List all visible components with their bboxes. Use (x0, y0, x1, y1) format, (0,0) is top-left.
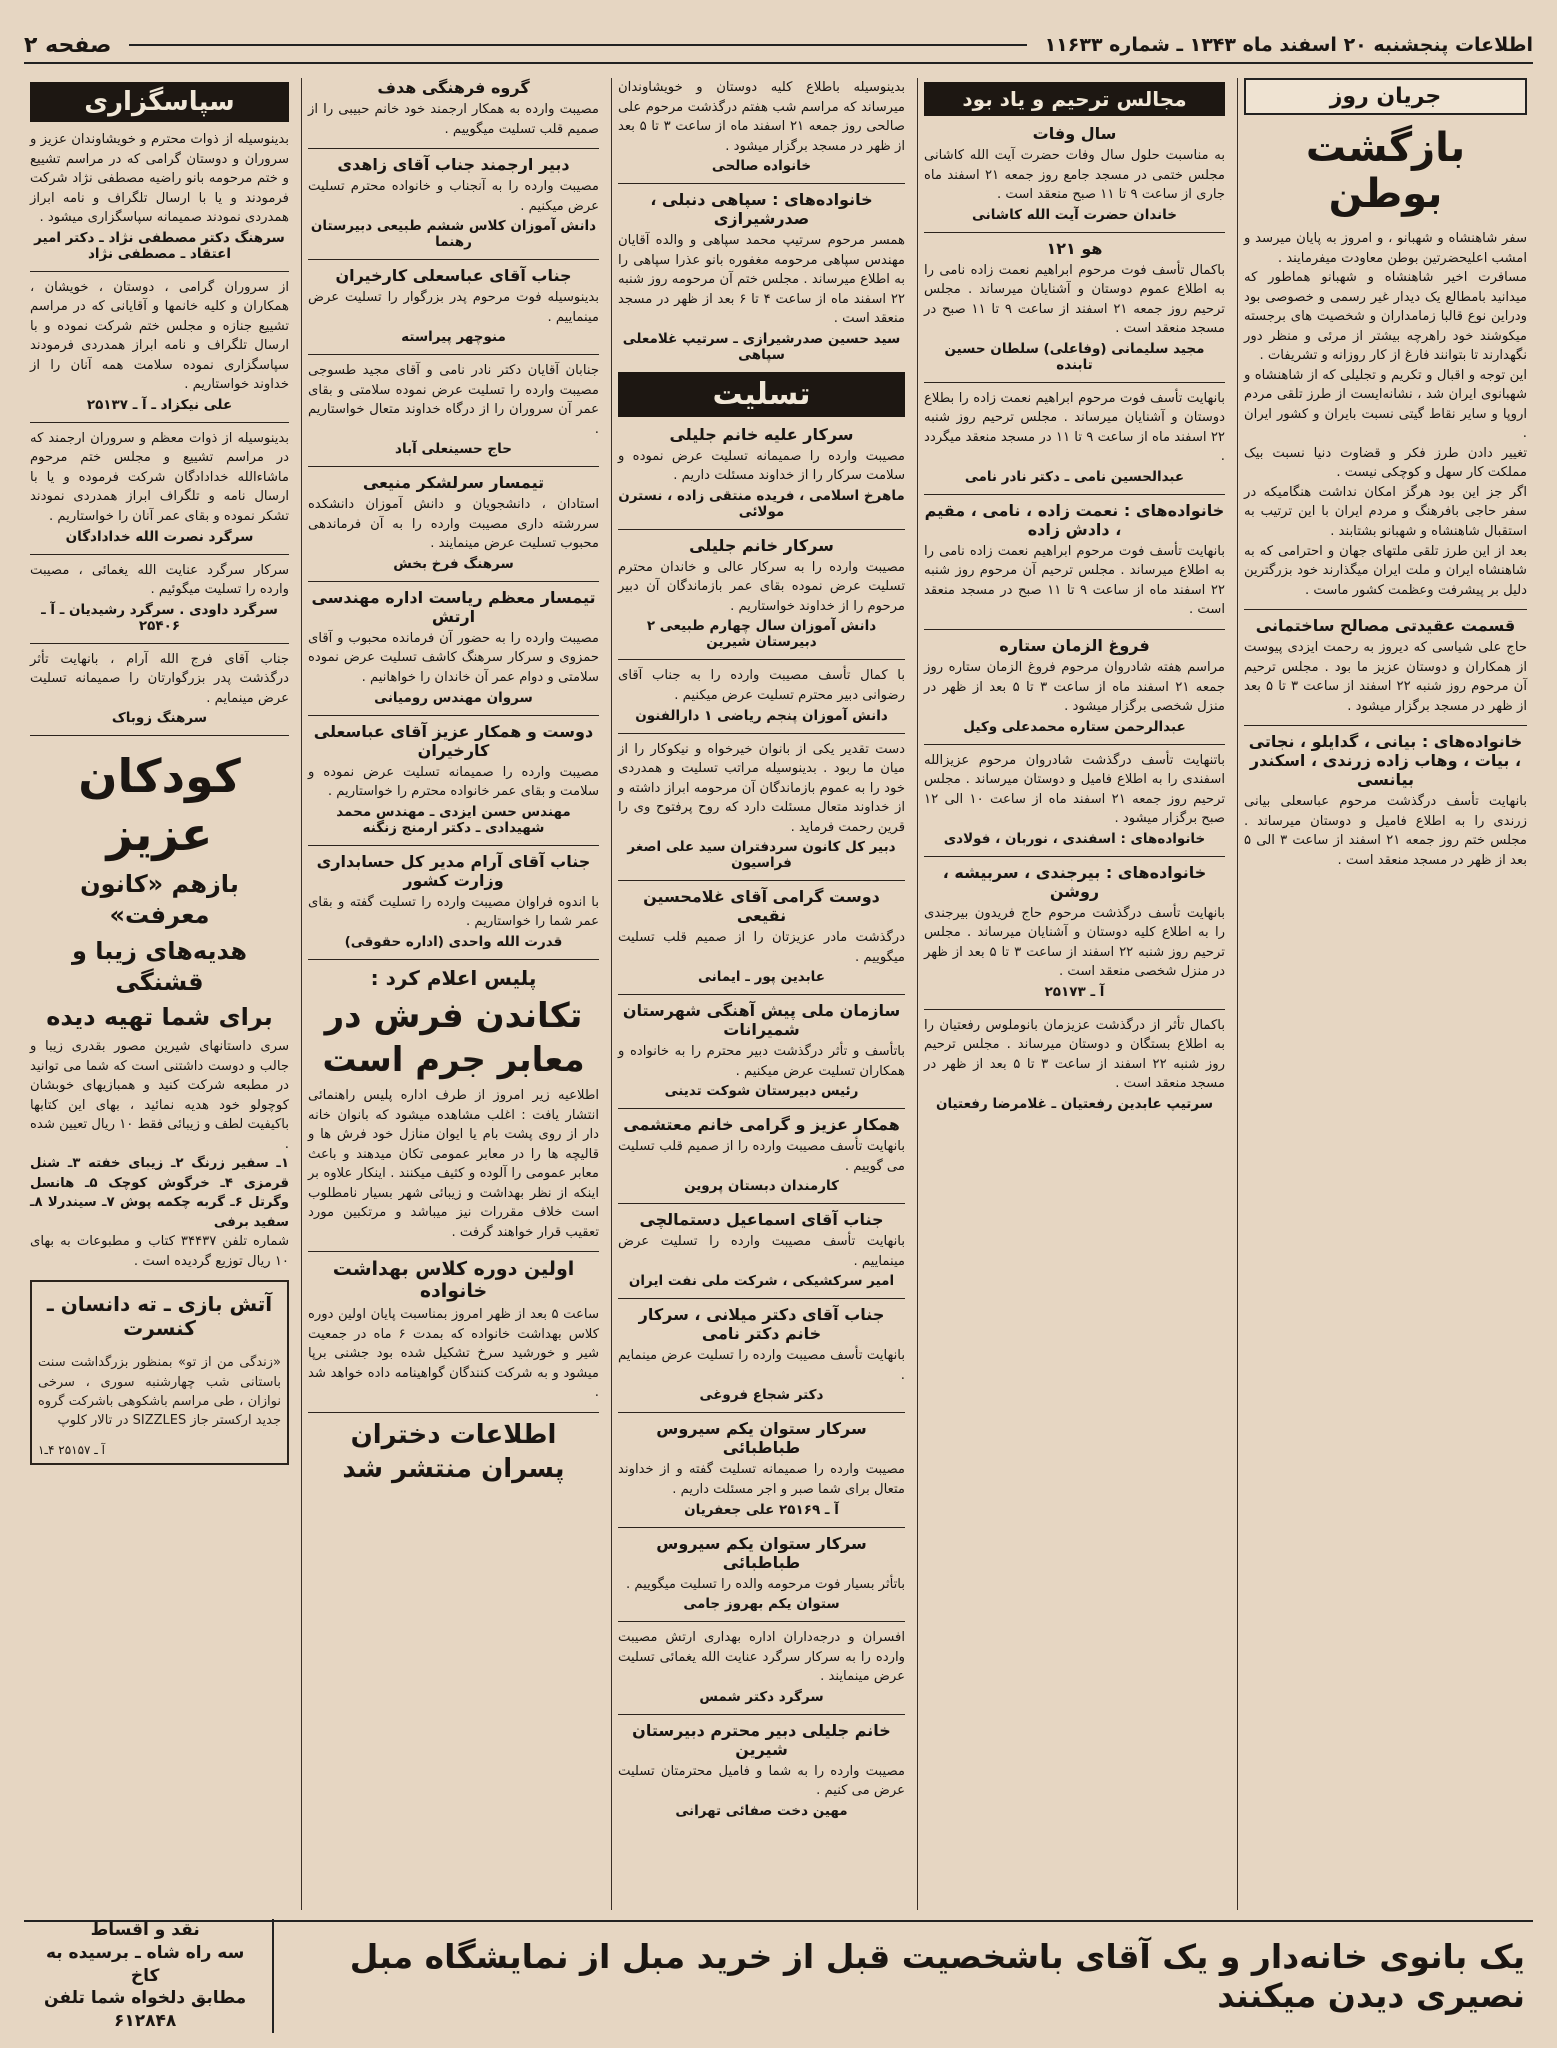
notice-block (308, 852, 599, 950)
notice-text: مصیبت وارده را صمیمانه تسلیت عرض نموده و سلامت و بقای عمر خانواده محترم را خواستاریم . (308, 764, 599, 800)
memorial-list (924, 124, 1225, 1112)
divider (30, 554, 289, 555)
notice-title: سرکار ستوان یکم سیروس طباطبائی (656, 1533, 867, 1572)
notice-signature: عبدالرحمن ستاره محمدعلی وکیل (963, 718, 1186, 735)
notice-block (618, 1419, 905, 1517)
notice-title: دوست گرامی آقای غلامحسین نقیعی (643, 887, 880, 926)
notice-text: بدینوسیله باطلاع کلیه دوستان و خویشاوندان میرساند که مراسم شب هفتم درگذشت مرحوم علی صالحی روز جمعه ۲۱ اسفند ماه از ساعت ۳ تا ۵ بعد از ظهر در مسجد برگزار میشود . (618, 80, 906, 154)
notice-title: جناب آقای دکتر میلانی ، سرکار خانم دکتر نامی (638, 1305, 885, 1344)
notice-signature: خانواده صالحی (711, 158, 812, 175)
notice-title: خانم جلیلی دبیر محترم دبیرستان شیرین (632, 1720, 891, 1759)
divider (618, 733, 905, 734)
divider (924, 494, 1225, 495)
notice-title: سرکار خانم جلیلی (689, 535, 834, 555)
notice-text: بدینوسیله از ذوات معظم و سروران ارجمند که در مراسم تشییع و مجلس ختم مرحوم ماشاءالله خدادادگان شرکت فرموده و یا با ارسال نامه و تلگراف ابراز همدردی نمودند تشکر نموده و بقای عمر آنان را خواستاریم . (30, 430, 289, 524)
thanks-list (30, 130, 289, 726)
concert-title: آتش بازی ـ ته دانسان ـ کنسرت (46, 1292, 273, 1341)
divider (924, 382, 1225, 383)
girls-boys-headline: اطلاعات دختران پسران منتشر شد (342, 1419, 565, 1484)
notice-block (924, 636, 1225, 735)
notice-text: حاج علی شیاسی که دیروز به رحمت ایزدی پیوست از همکاران و دوستان عزیز ما بود . مجلس ترحیم آن مرحوم روز شنبه ۲۲ اسفند از ساعت ۳ تا ۵ بعد از ظهر در مسجد برگزار میشود . (1244, 640, 1527, 714)
notice-text: درگذشت مادر عزیزتان را از صمیم قلب تسلیت میگوییم . (618, 930, 905, 965)
notice-text: بدینوسیله از ذوات محترم و خویشاوندان عزیز و سروران و دوستان گرامی که در مراسم تشییع و ختم مرحومه بانو راضیه مصطفی نژاد شرکت فرمودند و یا با ارسال تلگراف و نامه ابراز همدردی نمودند صمیمانه سپاسگزاری میشود . (30, 132, 289, 226)
notice-block (30, 429, 289, 545)
notice-text: باکمال تأسف فوت مرحوم ابراهیم نعمت زاده نامی را به اطلاع عموم دوستان و آشنایان میرساند . مجلس ترحیم روز جمعه ۲۱ اسفند از ساعت ۹ تا ۱۱ صبح در مسجد منعقد است . (924, 262, 1225, 337)
notice-text: بانهایت تأسف درگذشت مرحوم عباسعلی بیانی زرندی را به اطلاع فامیل و دوستان میرساند . مجلس ختم روز جمعه ۲۱ اسفند از ساعت ۳ الی ۵ بعد از ظهر در مسجد منعقد است . (1244, 794, 1527, 868)
divider (308, 715, 599, 716)
notice-signature: سرگرد داودی . سرگرد رشیدیان ـ آ ـ ۲۵۴۰۶ (41, 601, 278, 634)
notice-block (618, 666, 905, 723)
furniture-ad-line: نقد و اقساط (90, 1919, 200, 1940)
article-body (1244, 229, 1527, 600)
ad-title: کودکان عزیز (78, 749, 241, 861)
notice-block (30, 650, 289, 727)
notice-text: باکمال تأثر از درگذشت عزیزمان بانوملوس رفعتیان را به اطلاع بستگان و دوستان میرساند . مجلس ترحیم روز شنبه ۲۲ اسفند از ساعت ۳ تا ۵ بعد از ظهر در مسجد منعقد است . (924, 1017, 1225, 1092)
notice-title: همکار عزیز و گرامی خانم معتشمی (623, 1115, 900, 1135)
notice-title: جناب آقای اسماعیل دستمالچی (639, 1210, 884, 1230)
notice-title: گروه فرهنگی هدف (377, 78, 530, 97)
notice-text: بدینوسیله فوت مرحوم پدر بزرگوار را تسلیت عرض مینماییم . (308, 290, 599, 325)
notice-text: بانهایت تأسف مصیبت وارده را تسلیت عرض مینماییم . (618, 1234, 905, 1269)
notice-block (618, 1628, 905, 1705)
column-condolences (611, 78, 911, 1910)
notice-title: جناب آقای آرام مدیر کل حسابداری وزارت کشور (316, 851, 591, 890)
ad-subtitle: برای شما تهیه دیده (46, 1002, 273, 1031)
notice-title: سرکار ستوان یکم سیروس طباطبائی (656, 1419, 867, 1458)
notice-title: تیمسار سرلشکر منیعی (362, 473, 545, 493)
kanoon-marefat-ad (30, 748, 289, 1271)
divider (618, 1412, 905, 1413)
section-title-current-events: جریان روز (1244, 78, 1527, 115)
divider (618, 183, 905, 184)
notice-signature: قدرت الله واحدی (اداره حقوقی) (344, 933, 563, 950)
masthead-info: اطلاعات پنجشنبه ۲۰ اسفند ماه ۱۳۴۳ ـ شماره ۱۱۶۳۳ (1044, 34, 1533, 56)
ad-book-list: ۱ـ سفیر زرنگ ۲ـ زیبای خفته ۳ـ شنل قرمزی ۴ـ خرگوش کوچک ۵ـ هانسل وگرتل ۶ـ گربه چکمه پوش ۷ـ سیندرلا ۸ـ سفید برفی (30, 1156, 290, 1230)
notice-block (30, 278, 289, 413)
furniture-ad (24, 1920, 1533, 2030)
notice-signature: آ ـ ۲۵۱۶۹ علی جعفریان (684, 1501, 839, 1518)
divider (308, 581, 599, 582)
divider (1244, 725, 1527, 726)
divider (618, 1298, 905, 1299)
divider (618, 529, 905, 530)
notice-text: مصیبت وارده به همکار ارجمند خود خانم حبیبی را از صمیم قلب تسلیت میگوییم . (308, 102, 599, 137)
divider (924, 1009, 1225, 1010)
notice-signature: منوچهر پیراسته (401, 329, 506, 346)
divider (308, 466, 599, 467)
divider (618, 1203, 905, 1204)
notice-text: با کمال تأسف مصیبت وارده را به جناب آقای رضوانی دبیر محترم تسلیت عرض میکنیم . (618, 668, 905, 703)
divider (30, 271, 289, 272)
notice-text: بانهایت تأسف مصیبت وارده را تسلیت عرض مینمایم . (618, 1348, 905, 1383)
divider (924, 744, 1225, 745)
page-number: صفحه ۲ (24, 32, 112, 58)
article-paragraph: اگر جز این بود هرگز امکان نداشت هنگامیکه در سفر حاجی بافرهنگ و مردم ایران با این ترتیب به استقبال شاهنشاه و شهبانو بشتابند . (1244, 484, 1527, 539)
notice-signature: دانش آموزان سال چهارم طبیعی ۲ دبیرستان شیرین (646, 618, 877, 651)
divider (308, 845, 599, 846)
notice-text: افسران و درجه‌داران اداره بهداری ارتش مصیبت وارده را به سرکار سرگرد عنایت الله یغمائی تسلیت عرض مینمایند . (618, 1630, 905, 1685)
police-headline: تکاندن فرش در معابر جرم است (322, 995, 585, 1080)
notice-text: مصیبت وارده را به حضور آن فرمانده محبوب و آقای حمزوی و سرکار سرهنگ کاشف تسلیت عرض نموده سلامتی و دوام عمر آن خاندان را خواهانیم . (308, 630, 599, 685)
notice-block (618, 536, 905, 651)
notice-title: تیمسار معظم ریاست اداره مهندسی ارتش (311, 587, 596, 626)
notice-text: همسر مرحوم سرتیپ محمد سپاهی و والده آقایان مهندس سپاهی مرحومه مغفوره بانو عذرا سپاهی را به اطلاع میرساند . مجلس ختم آن مرحومه روز شنبه ۲۲ اسفند ماه از ساعت ۴ تا ۶ بعد از ظهر در مسجد منعقد است . (618, 233, 906, 327)
divider (618, 659, 905, 660)
notice-block (308, 266, 599, 345)
divider (618, 1714, 905, 1715)
concert-ad (30, 1280, 289, 1465)
notice-signature: سرگرد دکتر شمس (699, 1688, 824, 1705)
notice-text: باتنهایت تأسف درگذشت شادروان مرحوم عزیزالله اسفندی را به اطلاع فامیل و دوستان میرساند . مجلس ترحیم روز جمعه ۲۱ اسفند ماه از ساعت ۱۰ الی ۱۲ صبح برگزار میشود . (924, 752, 1226, 827)
notice-signature: سرهنگ فرخ بخش (393, 555, 514, 572)
notice-signature: سرگرد نصرت الله خدادادگان (65, 528, 254, 545)
notice-signature: ماهرخ اسلامی ، فریده منتقی زاده ، نسترن مولائی (618, 487, 905, 520)
divider (924, 629, 1225, 630)
notice-title: دوست و همکار عزیز آقای عباسعلی کارخیران (313, 721, 594, 760)
notice-block (30, 561, 289, 634)
notice-signature: دانش آموزان کلاس ششم طبیعی دبیرستان رهنما (310, 218, 597, 251)
headline-return-home: بازگشت بوطن (1305, 125, 1466, 217)
divider (30, 643, 289, 644)
notice-text: مصیبت وارده را صمیمانه تسلیت گفته و از خداوند متعال برای شما صبر و اجر مسئلت داریم . (618, 1462, 905, 1497)
divider (924, 232, 1225, 233)
ad-subtitle: هدیه‌های زیبا و قشنگی (72, 936, 247, 996)
column-notices (301, 78, 605, 1910)
divider (30, 422, 289, 423)
notice-block (618, 887, 905, 985)
banner-memorials: مجالس ترحیم و یاد بود (924, 82, 1225, 116)
health-class-text: ساعت ۵ بعد از ظهر امروز بمناسبت پایان اولین دوره کلاس بهداشت خانواده که بمدت ۶ ماه در جمعیت شیر و خورشید سرخ تشکیل شده بود جشنی برپا میشود و به شرکت کنندگان گواهینامه داده خواهد شد . (308, 1307, 599, 1401)
notice-block (308, 361, 599, 457)
ad-text: سری داستانهای شیرین مصور بقدری زیبا و جالب و دوست داشتنی است که شما می توانید در مطبعه شرکت کنید و همبازیهای خوبشان کوچولو خود هدیه نمائید ، بهای این کتابها باکیفیت لطف و زیبائی فقط ۱۰ ریال تعیین شده . (30, 1039, 289, 1152)
notice-block (618, 78, 905, 174)
notice-text: جنابان آقایان دکتر نادر نامی و آقای مجید طسوجی مصیبت وارده را تسلیت عرض نموده سلامتی و بقای عمر آن سروران را از درگاه خداوند متعال خواستاریم . (308, 363, 599, 437)
notice-block (924, 389, 1225, 485)
notice-signature: سرهنگ دکتر مصطفی نژاد ـ دکتر امیر اعتقاد ـ مصطفی نژاد (34, 229, 285, 262)
concert-text: «زندگی من از تو» بمنظور بزرگداشت سنت باستانی شب چهارشنبه سوری ، سرخی نوازان ، طی مراسم باشکوهی باشرکت گروه جدید ارکستر جاز SIZZLES در تالار کلوپ (38, 1355, 281, 1429)
notice-text: باتأثر بسیار فوت مرحومه والده را تسلیت میگوییم . (625, 1576, 905, 1592)
notice-title: خانواده‌های : بیرجندی ، سربیشه ، روشن (942, 862, 1207, 901)
notice-text: مصیبت وارده را به سرکار عالی و خاندان محترم تسلیت عرض نموده بقای عمر بازماندگان آن دبیر مرحوم را از خداوند خواستاریم . (618, 559, 905, 614)
notice-block (924, 1016, 1225, 1112)
notice-title: سازمان ملی پیش آهنگی شهرستان شمیرانات (622, 1001, 901, 1040)
divider (308, 1251, 599, 1252)
notice-text: بانهایت تأسف فوت مرحوم ابراهیم نعمت زاده نامی را به اطلاع میرساند . مجلس ترحیم آن مرحوم روز شنبه ۲۲ اسفند ماه از ساعت ۹ تا ۱۱ صبح در مسجد منعقد است . (924, 543, 1225, 618)
notice-block (924, 239, 1225, 373)
notice-block (618, 425, 905, 520)
notice-text: سرکار سرگرد عنایت الله یغمائی ، مصیبت وارده را تسلیت میگوئیم . (30, 562, 289, 598)
notice-signature: مجید سلیمانی (وفاعلی) سلطان حسین تابنده (944, 340, 1205, 373)
notice-signature: دبیر کل کانون سردفتران سید علی اصغر فراسیون (627, 839, 896, 872)
ad-subtitle: بازهم «کانون معرفت» (80, 870, 239, 930)
notice-signature: عابدین پور ـ ایمانی (698, 969, 825, 986)
divider (30, 735, 289, 736)
notice-block (30, 130, 289, 262)
divider (308, 1412, 599, 1413)
notice-text: مصیبت وارده را به آنجناب و خانواده محترم تسلیت عرض میکنیم . (308, 179, 599, 214)
notice-title: هو ۱۲۱ (1046, 238, 1103, 258)
notice-block (618, 1001, 905, 1099)
notice-signature: ستوان یکم بهروز جامی (683, 1596, 840, 1613)
police-kicker: پلیس اعلام کرد : (370, 965, 537, 990)
column-current-events (1237, 78, 1533, 1910)
divider (308, 959, 599, 960)
notice-text: جناب آقای فرج الله آرام ، بانهایت تأثر درگذشت پدر بزرگوارتان را صمیمانه تسلیت عرض مینمایم . (30, 651, 289, 706)
notice-signature: سرتیپ عابدین رفعتیان ـ غلامرضا رفعتیان (935, 1095, 1214, 1112)
notice-title: سرکار علیه خانم جلیلی (669, 424, 854, 444)
notice-signature: امیر سرکشیکی ، شرکت ملی نفت ایران (628, 1273, 895, 1290)
notice-text: مصیبت وارده را به شما و فامیل محترمتان تسلیت عرض می کنیم . (618, 1763, 905, 1799)
banner-thanks: سپاسگزاری (30, 82, 289, 122)
notice-signature: آ ـ ۲۵۱۷۳ (1044, 983, 1105, 1000)
banner-condolences: تسلیت (618, 372, 905, 417)
notice-text: مصیبت وارده را صمیمانه تسلیت عرض نموده و سلامت سرکار را از خداوند مسئلت داریم . (618, 448, 905, 484)
divider (618, 1621, 905, 1622)
column-thanks (24, 78, 295, 1910)
notice-text: بانهایت تأسف درگذشت مرحوم حاج فریدون بیرجندی را به اطلاع کلیه دوستان و آشنایان میرساند . مجلس ترحیم روز شنبه ۲۲ اسفند از ساعت ۳ تا ۵ بعد از ظهر در منزل شخصی منعقد است . (924, 905, 1225, 980)
divider (1244, 609, 1527, 610)
notice-signature: خانواده‌های : اسفندی ، نوربان ، فولادی (943, 830, 1206, 847)
notice-block (618, 190, 905, 363)
notice-block (618, 1115, 905, 1194)
notice-title: خانواده‌های : نعمت زاده ، نامی ، مقیم ، دادش زاده (924, 500, 1225, 539)
notice-text: استادان ، دانشجویان و دانش آموزان دانشکده سررشته داری مصیبت وارده را به آن فرماندهی محبوب تسلیت عرض مینمایند . (308, 497, 599, 552)
article-paragraph: مسافرت اخیر شاهنشاه و شهبانو هماطور که میدانید بامطالع یک دیدار غیر رسمی و خصوصی بود ودراین نوع قالبا زمامداران و شخصیت های برجسته میکوشند خود راهرچه بیشتر از مرئی و منظر دور نگهدارند تا بتوانند فارغ از کار روزانه و تشریفات . (1244, 270, 1527, 364)
divider (308, 354, 599, 355)
notice-text: دست تقدیر یکی از بانوان خیرخواه و نیکوکار را از میان ما ربود . بدینوسیله مراتب تسلیت و همدردی خود را به عموم بازماندگان آن مرحومه ابراز داشته و از خداوند متعال مسئلت دارد که روح پرفتوح وی را قرین رحمت فرماید . (618, 741, 905, 835)
furniture-ad-line: مطابق دلخواه شما تلفن ۶۱۲۸۴۸ (44, 1988, 247, 2032)
notice-text: مراسم هفته شادروان مرحوم فروغ الزمان ستاره روز جمعه ۲۱ اسفند ماه از ساعت ۳ تا ۵ بعد از ظهر در منزل شخصی برگزار میشود . (924, 659, 1225, 715)
columns (24, 78, 1533, 1910)
article-paragraph: این توجه و اقبال و تکریم و تجلیلی که از شاهنشاه و شهبانوی ایران شد ، نشانه‌ایست از طرز تلقی مردم اروپا و سایر نقاط گیتی نسبت بایران و کشور ایران . (1244, 367, 1527, 442)
notice-signature: سید حسین صدرشیرازی ـ سرتیپ غلامعلی سپاهی (622, 330, 901, 363)
furniture-ad-line: سه راه شاه ـ برسیده به کاخ (45, 1942, 245, 1986)
notice-block (618, 1210, 905, 1289)
article-paragraph: تغییر دادن طرز فکر و قضاوت دنیا نسبت بیک مملکت کار سهل و کوچکی نیست . (1244, 445, 1527, 481)
concert-footer: آ ـ ۲۵۱۵۷ ۴ـ۱ (38, 1443, 105, 1458)
notice-title: قسمت عقیدتی مصالح ساختمانی (1255, 616, 1516, 636)
ad-footer: شماره تلفن ۳۴۴۳۷ کتاب و مطبوعات به بهای ۱۰ ریال توزیع گردیده است . (30, 1234, 289, 1269)
notice-block (308, 588, 599, 706)
divider (618, 880, 905, 881)
notice-signature: علی نیکزاد ـ آ ـ ۲۵۱۳۷ (86, 396, 233, 413)
notice-block (308, 473, 599, 572)
furniture-ad-main: یک بانوی خانه‌دار و یک آقای باشخصیت قبل از خرید مبل از نمایشگاه مبل نصیری دیدن میکنند (349, 1937, 1525, 2015)
notice-title: خانواده‌های : بیانی ، گدایلو ، نجاتی ، بیات ، وهاب زاده زرندی ، اسکندر بیانسی (1248, 732, 1523, 790)
notice-title: خانواده‌های : سپاهی دنبلی ، صدرشیرازی (650, 190, 873, 229)
notice-signature: مهین دخت صفائی تهرانی (675, 1802, 848, 1819)
masthead-rule (129, 44, 1026, 46)
notice-block (308, 155, 599, 250)
masthead (24, 28, 1533, 64)
notice-title: فروغ الزمان ستاره (999, 635, 1150, 655)
notice-signature: کارمندان دبستان پروین (684, 1178, 839, 1195)
notice-block (924, 751, 1225, 847)
notice-block (924, 501, 1225, 620)
notice-signature: عبدالحسین نامی ـ دکتر نادر نامی (964, 468, 1185, 485)
notice-list-top (618, 78, 905, 363)
notice-signature: مهندس حسن ایزدی ـ مهندس محمد شهیدادی ـ دکتر ارمنج زنگنه (336, 803, 571, 836)
divider (308, 259, 599, 260)
notice-block (924, 863, 1225, 1000)
notice-block (618, 1721, 905, 1819)
notice-block (618, 740, 905, 872)
notice-text: از سروران گرامی ، دوستان ، خویشان ، همکاران و کلیه خانمها و آقایانی که در مراسم تشییع جنازه و مجلس ختم شرکت نموده و با ارسال تلگراف و نامه ابراز همدردی فرمودند سپاسگزاری نموده سلامت همه آنان را از خداوند خواستاریم . (30, 279, 289, 393)
divider (924, 856, 1225, 857)
furniture-ad-side (32, 1919, 274, 2034)
condolence-list (618, 425, 905, 1819)
police-article (308, 966, 599, 1243)
notice-block (308, 722, 599, 836)
notice-text: با اندوه فراوان مصیبت وارده را تسلیت گفته و بقای عمر شما را خواستاریم . (308, 894, 599, 930)
notice-text: بانهایت تأسف مصیبت وارده را از صمیم قلب تسلیت می گوییم . (618, 1139, 905, 1174)
article-paragraph: سفر شاهنشاه و شهبانو ، و امروز به پایان میرسد و امشب اعلیحضرتین بوطن معاودت میفرمایند . (1244, 231, 1527, 266)
notice-signature: حاج حسینعلی آباد (395, 441, 512, 458)
column-memorials (917, 78, 1231, 1910)
health-class-article (308, 1258, 599, 1403)
notice-title: سال وفات (1032, 124, 1117, 143)
notice-text: بانهایت تأسف فوت مرحوم ابراهیم نعمت زاده را بطلاع دوستان و آشنایان میرساند . مجلس ترحیم روز شنبه ۲۲ اسفند ماه از ساعت ۹ تا ۱۱ در مسجد منعقد میگردد . (924, 390, 1225, 465)
divider (618, 994, 905, 995)
health-class-title: اولین دوره کلاس بهداشت خانواده (332, 1258, 575, 1303)
notice-text: باتأسف و تأثر درگذشت دبیر محترم را به خانواده و همکاران تسلیت عرض میکنیم . (618, 1044, 905, 1079)
condolence-list-2 (308, 78, 599, 950)
notice-building-materials (1244, 616, 1527, 716)
notice-block (618, 1305, 905, 1403)
article-paragraph: بعد از این طرز تلقی ملتهای جهان و احترامی که به شاهنشاه ایران و ملت ایران میگذارند خود بزرگترین دلیل بر پیشرفت وعظمت کشور ماست . (1244, 543, 1527, 598)
notice-signature: دکتر شجاع فروغی (699, 1387, 824, 1404)
notice-title: جناب آقای عباسعلی کارخیران (335, 266, 572, 286)
divider (618, 1527, 905, 1528)
notice-signature: سرهنگ زوباک (111, 710, 208, 727)
notice-block (924, 124, 1225, 223)
notice-text: به مناسبت حلول سال وفات حضرت آیت الله کاشانی مجلس ختمی در مسجد جامع روز جمعه ۲۱ اسفند ماه جاری از ساعت ۹ تا ۱۱ صبح منعقد است . (924, 148, 1225, 203)
notice-block (618, 1534, 905, 1613)
notice-signature: خاندان حضرت آیت الله کاشانی (972, 206, 1177, 223)
divider (308, 148, 599, 149)
notice-families (1244, 732, 1527, 870)
notice-signature: رئیس دبیرستان شوکت تدینی (664, 1083, 859, 1100)
notice-signature: دانش آموزان پنجم ریاضی ۱ دارالفنون (635, 707, 888, 724)
notice-block (308, 78, 599, 139)
divider (618, 1108, 905, 1109)
notice-title: دبیر ارجمند جناب آقای زاهدی (337, 155, 570, 175)
notice-signature: سروان مهندس رومیانی (374, 689, 533, 706)
police-text: اطلاعیه زیر امروز از طرف اداره پلیس راهنمائی انتشار یافت : اغلب مشاهده میشود که بانوان خانه دار از روی پشت بام یا ایوان منازل خود فرش ها و قالیچه ها را در معابر عمومی تکان میدهند و باعث معابر عمومی را آلوده و کثیف میکنند . اینکار علاوه بر اینکه از نظر بهداشت و زیبائی شهر بسیار نامطلوب است خلاف مقررات نیز میباشد و مرتکبین مورد تعقیب قرار خواهند گرفت . (308, 1088, 599, 1240)
